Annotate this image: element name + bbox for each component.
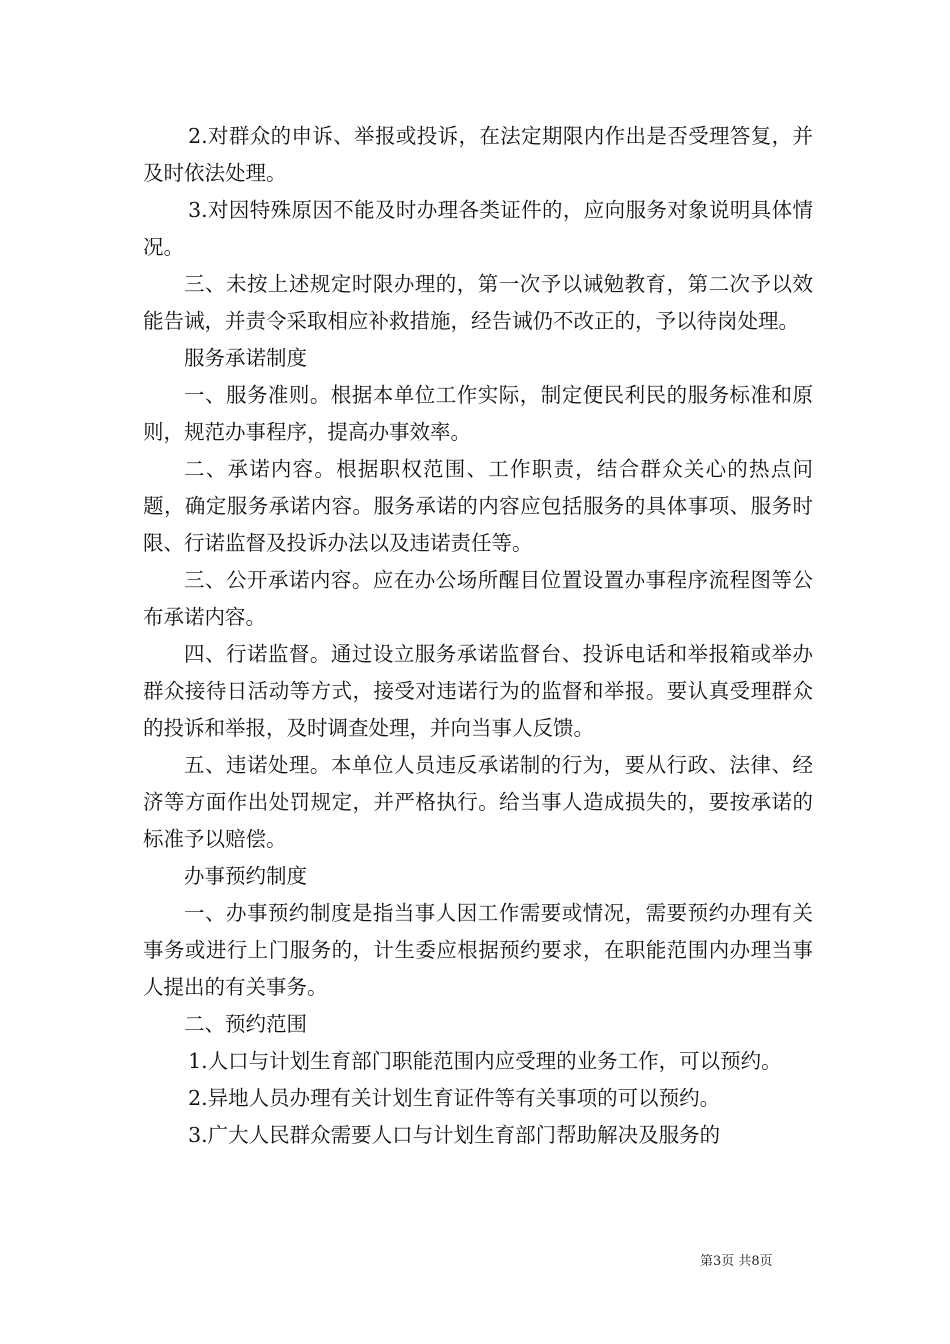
- paragraph-service-principle: 一、服务准则。根据本单位工作实际，制定便民利民的服务标准和原则，规范办事程序，提高办事效率。: [143, 383, 813, 444]
- paragraph-item-2: 2.对群众的申诉、举报或投诉，在法定期限内作出是否受理答复，并及时依法处理。: [143, 124, 813, 185]
- paragraph-item-3: 3.对因特殊原因不能及时办理各类证件的，应向服务对象说明具体情况。: [143, 198, 813, 259]
- paragraph-commitment-supervision: 四、行诺监督。通过设立服务承诺监督台、投诉电话和举报箱或举办群众接待日活动等方式，接受对违诺行为的监督和举报。要认真受理群众的投诉和举报，及时调查处理，并向当事人反馈。: [143, 642, 813, 740]
- paragraph-commitment-content: 二、承诺内容。根据职权范围、工作职责，结合群众关心的热点问题，确定服务承诺内容。服务承诺的内容应包括服务的具体事项、服务时限、行诺监督及投诉办法以及违诺责任等。: [143, 457, 813, 555]
- paragraph-scope-item-3: 3.广大人民群众需要人口与计划生育部门帮助解决及服务的: [188, 1123, 721, 1147]
- section-heading-service-commitment: 服务承诺制度: [184, 346, 307, 370]
- paragraph-section-three: 三、未按上述规定时限办理的，第一次予以诫勉教育，第二次予以效能告诫，并责令采取相应补救措施，经告诫仍不改正的，予以待岗处理。: [143, 272, 813, 333]
- paragraph-scope-item-2: 2.异地人员办理有关计划生育证件等有关事项的可以预约。: [188, 1086, 721, 1110]
- paragraph-violation-handling: 五、违诺处理。本单位人员违反承诺制的行为，要从行政、法律、经济等方面作出处罚规定，并严格执行。给当事人造成损失的，要按承诺的标准予以赔偿。: [143, 753, 813, 851]
- document-body: [143, 118, 813, 1154]
- page-number: 第3页 共8页: [700, 1254, 773, 1269]
- paragraph-appointment-definition: 一、办事预约制度是指当事人因工作需要或情况，需要预约办理有关事务或进行上门服务的，计生委应根据预约要求，在职能范围内办理当事人提出的有关事务。: [143, 901, 813, 999]
- paragraph-scope-item-1: 1.人口与计划生育部门职能范围内应受理的业务工作，可以预约。: [188, 1049, 782, 1073]
- paragraph-appointment-scope: 二、预约范围: [184, 1012, 307, 1036]
- section-heading-appointment-system: 办事预约制度: [184, 864, 307, 888]
- paragraph-public-commitment: 三、公开承诺内容。应在办公场所醒目位置设置办事程序流程图等公布承诺内容。: [143, 568, 813, 629]
